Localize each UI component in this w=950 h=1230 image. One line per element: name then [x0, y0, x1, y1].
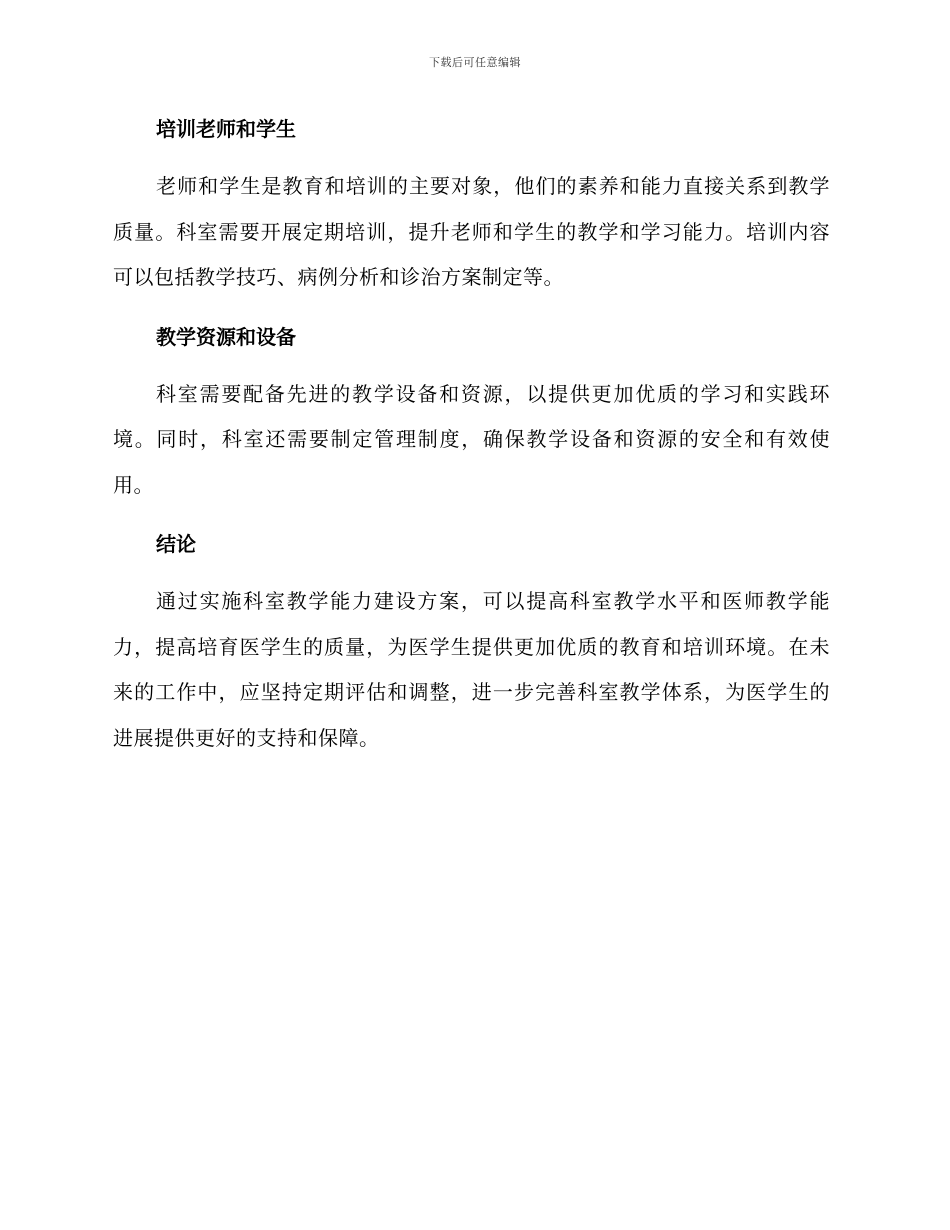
- document-body: [113, 112, 830, 761]
- section-paragraph: 科室需要配备先进的教学设备和资源，以提供更加优质的学习和实践环境。同时，科室还需要制定管理制度，确保教学设备和资源的安全和有效使用。: [113, 381, 830, 497]
- section-resources: [113, 320, 830, 509]
- section-conclusion: [113, 527, 830, 761]
- section-paragraph: 通过实施科室教学能力建设方案，可以提高科室教学水平和医师教学能力，提高培育医学生的质量，为医学生提供更加优质的教育和培训环境。在未来的工作中，应坚持定期评估和调整，进一步完善科室教学体系，为医学生的进展提供更好的支持和保障。: [113, 589, 830, 750]
- section-heading: 培训老师和学生: [156, 117, 296, 141]
- section-paragraph: 老师和学生是教育和培训的主要对象，他们的素养和能力直接关系到教学质量。科室需要开展定期培训，提升老师和学生的教学和学习能力。培训内容可以包括教学技巧、病例分析和诊治方案制定等。: [113, 174, 830, 289]
- section-training: [113, 112, 830, 301]
- page-header: 下载后可任意编辑: [429, 56, 521, 69]
- section-heading: 结论: [156, 532, 196, 556]
- section-heading: 教学资源和设备: [156, 324, 296, 349]
